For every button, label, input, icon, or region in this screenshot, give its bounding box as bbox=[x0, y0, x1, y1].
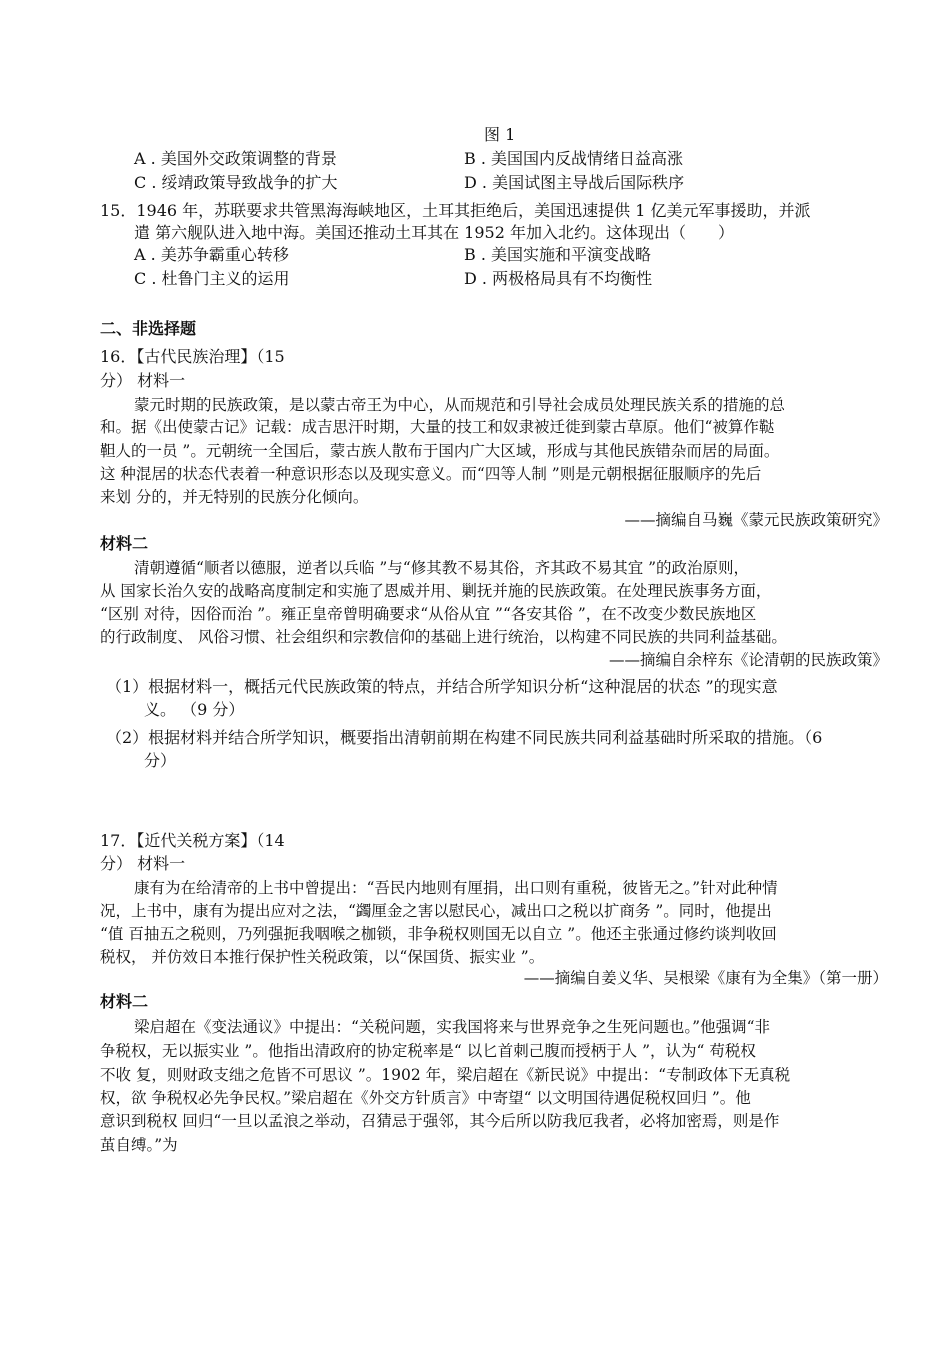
q15-option-c: C . 杜鲁门主义的运用 bbox=[134, 269, 290, 288]
q16-subquestion-1-line2: 义。 （9 分） bbox=[144, 700, 245, 719]
q17-material1-line1: 康有为在给清帝的上书中曾提出：“吾民内地则有厘捐，出口则有重税，彼皆无之。”针对此种情 bbox=[134, 879, 778, 897]
q14-option-c: C . 绥靖政策导致战争的扩大 bbox=[134, 173, 338, 192]
q16-material1-line2: 和。据《出使蒙古记》记载：成吉思汗时期，大量的技工和奴隶被迁徙到蒙古草原。他们“被算作鞑 bbox=[100, 418, 775, 436]
q16-material2-source: ——摘编自余梓东《论清朝的民族政策》 bbox=[608, 651, 888, 669]
q16-material2-label: 材料二 bbox=[100, 534, 149, 553]
q14-option-b: B . 美国国内反战情绪日益高涨 bbox=[464, 149, 684, 168]
q16-material2-line2: 从 国家长治久安的战略高度制定和实施了恩威并用、剿抚并施的民族政策。在处理民族事务方面， bbox=[100, 582, 772, 600]
q14-option-d: D . 美国试图主导战后国际秩序 bbox=[464, 173, 685, 192]
q15-stem-line1: 15．1946 年，苏联要求共管黑海海峡地区，土耳其拒绝后，美国迅速提供 1 亿美元军事援助，并派 bbox=[100, 201, 811, 220]
q17-material1-line2: 况，上书中，康有为提出应对之法，“蠲厘金之害以慰民心，减出口之税以扩商务 ”。同时，他提出 bbox=[100, 902, 772, 920]
q17-material2-line1: 梁启超在《变法通议》中提出：“关税问题，实我国将来与世界竞争之生死问题也。”他强调“非 bbox=[134, 1018, 771, 1036]
q17-material2-line6: 茧自缚。”为 bbox=[100, 1136, 178, 1154]
q17-material1-line4: 税权， 并仿效日本推行保护性关税政策，以“保国货、振实业 ”。 bbox=[100, 948, 545, 966]
q17-material2-line2: 争税权，无以振实业 ”。他指出清政府的协定税率是“ 以匕首刺己腹而授柄于人 ”，认为“ 苟税权 bbox=[100, 1042, 756, 1060]
q16-subquestion-2-line2: 分） bbox=[144, 751, 177, 770]
q16-material2-line4: 的行政制度、 风俗习惯、社会组织和宗教信仰的基础上进行统治，以构建不同民族的共同利益基础。 bbox=[100, 628, 787, 646]
section-heading: 二、非选择题 bbox=[100, 319, 197, 338]
q15-option-a: A . 美苏争霸重心转移 bbox=[134, 245, 289, 264]
q17-material2-label: 材料二 bbox=[100, 992, 149, 1011]
q14-option-a: A . 美国外交政策调整的背景 bbox=[134, 149, 337, 168]
q15-option-b: B . 美国实施和平演变战略 bbox=[464, 245, 652, 264]
figure-caption: 图 1 bbox=[484, 125, 516, 144]
q15-option-d: D . 两极格局具有不均衡性 bbox=[464, 269, 653, 288]
q16-subquestion-2-line1: （2）根据材料并结合所学知识，概要指出清朝前期在构建不同民族共同利益基础时所采取的措施。（6 bbox=[106, 728, 823, 747]
q17-title-line2: 分） 材料一 bbox=[100, 854, 186, 873]
q16-material2-line1: 清朝遵循“顺者以德服，逆者以兵临 ”与“修其教不易其俗，齐其政不易其宜 ”的政治原则， bbox=[134, 559, 750, 577]
q17-title-line1: 17．【近代关税方案】（14 bbox=[100, 831, 285, 850]
q16-title-line1: 16．【古代民族治理】（15 bbox=[100, 347, 285, 366]
q16-material1-line5: 来划 分的，并无特别的民族分化倾向。 bbox=[100, 488, 369, 506]
q16-material1-line4: 这 种混居的状态代表着一种意识形态以及现实意义。而“四等人制 ”则是元朝根据征服顺序的先后 bbox=[100, 465, 762, 483]
q15-stem-line2: 遣 第六舰队进入地中海。美国还推动土耳其在 1952 年加入北约。这体现出（ ） bbox=[134, 223, 734, 242]
q17-material2-line5: 意识到税权 回归“一旦以孟浪之举动，召猜忌于强邻，其今后所以防我厄我者，必将加密焉，则是作 bbox=[100, 1112, 780, 1130]
q17-material1-source: ——摘编自姜义华、吴根梁《康有为全集》（第一册） bbox=[523, 969, 888, 987]
q17-material2-line4: 权，欲 争税权必先争民权。”梁启超在《外交方针质言》中寄望“ 以文明国待遇促税权回归 ”。他 bbox=[100, 1089, 751, 1107]
q16-material1-line3: 靼人的一员 ”。元朝统一全国后，蒙古族人散布于国内广大区域，形成与其他民族错杂而居的局面。 bbox=[100, 442, 780, 460]
q16-subquestion-1-line1: （1）根据材料一，概括元代民族政策的特点，并结合所学知识分析“这种混居的状态 ”的现实意 bbox=[106, 677, 778, 696]
q16-material1-source: ——摘编自马巍《蒙元民族政策研究》 bbox=[624, 511, 888, 529]
q16-title-line2: 分） 材料一 bbox=[100, 371, 186, 390]
q16-material2-line3: “区别 对待，因俗而治 ”。雍正皇帝曾明确要求“从俗从宜 ”“各安其俗 ”，在不改变少数民族地区 bbox=[100, 605, 757, 623]
q17-material2-line3: 不收 复，则财政支绌之危皆不可思议 ”。1902 年，梁启超在《新民说》中提出：“专制政体下无真税 bbox=[100, 1066, 791, 1084]
q17-material1-line3: “值 百抽五之税则，乃列强扼我咽喉之枷锁，非争税权则国无以自立 ”。他还主张通过修约谈判收回 bbox=[100, 925, 777, 943]
q16-material1-line1: 蒙元时期的民族政策，是以蒙古帝王为中心，从而规范和引导社会成员处理民族关系的措施的总 bbox=[134, 396, 786, 414]
